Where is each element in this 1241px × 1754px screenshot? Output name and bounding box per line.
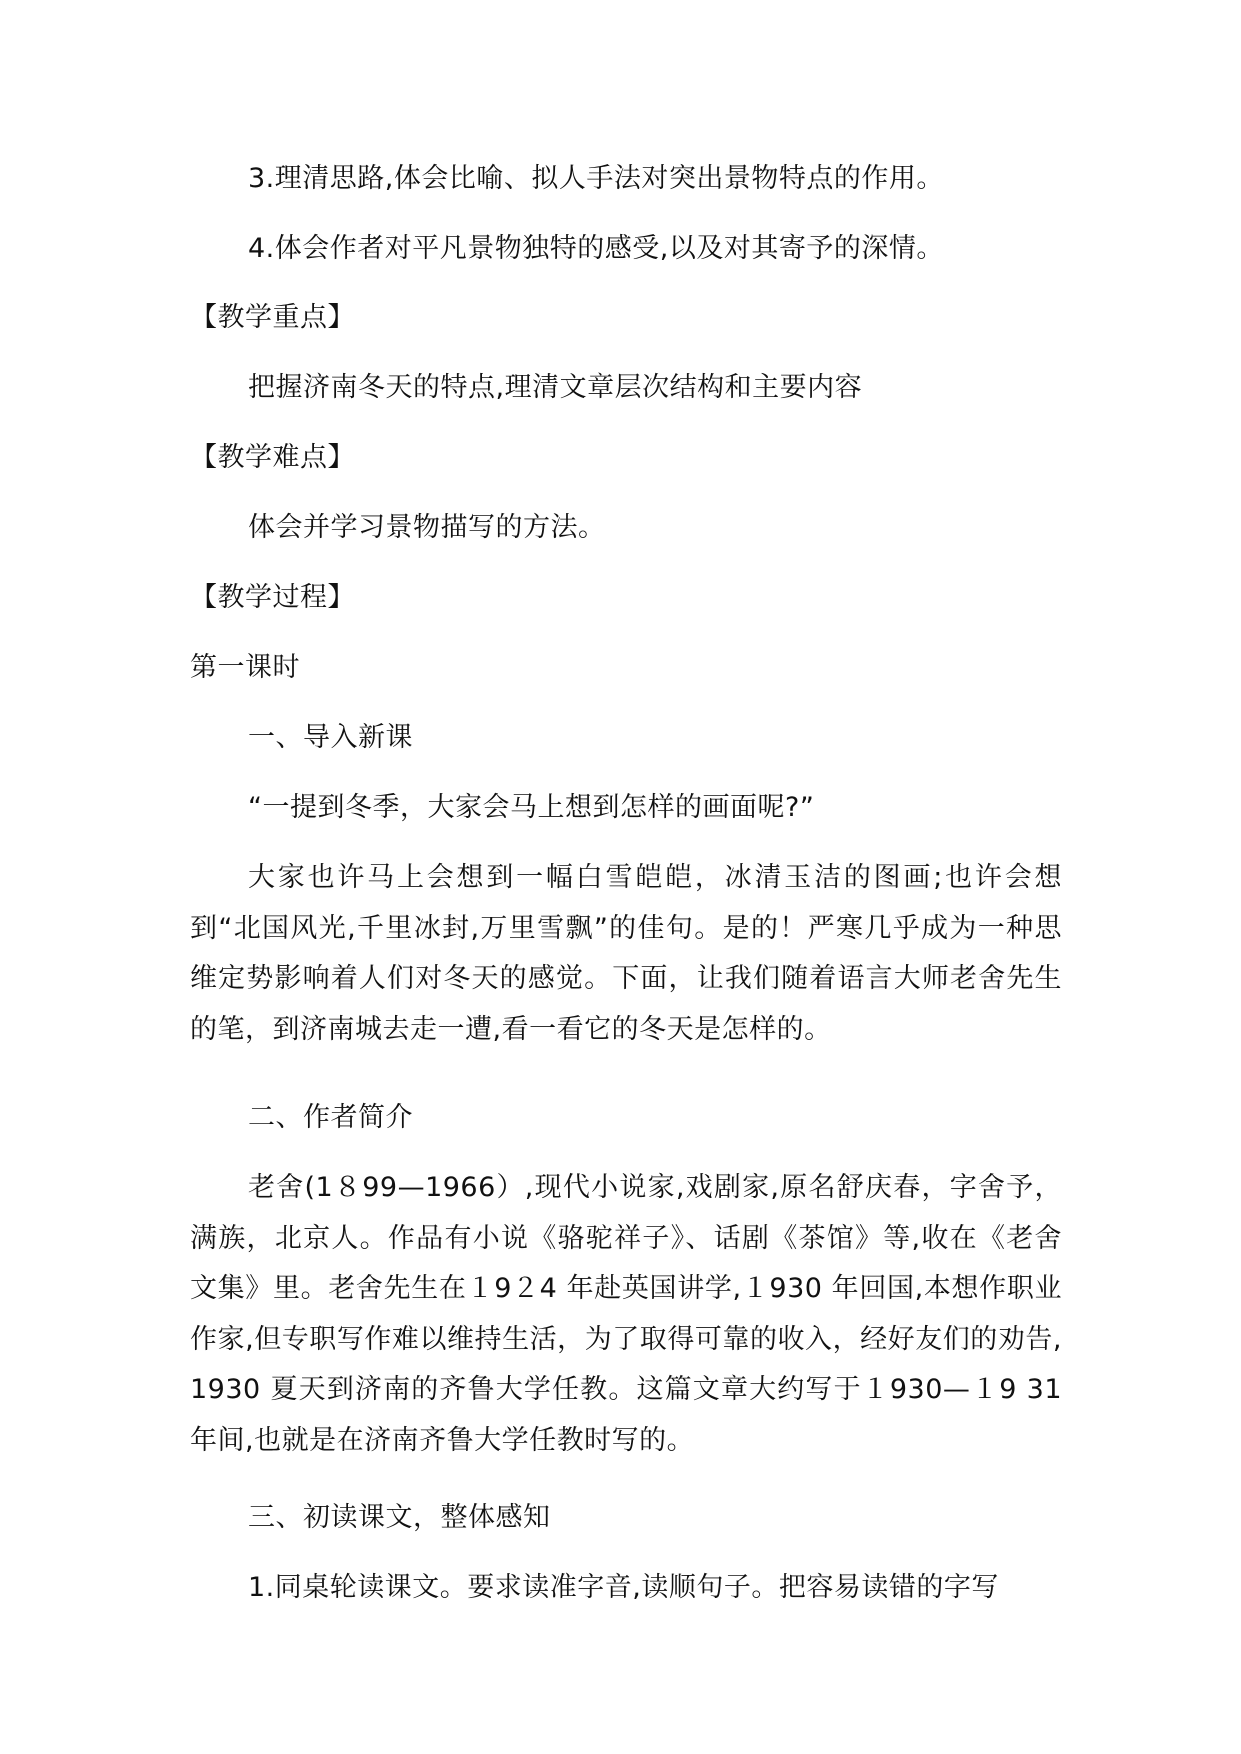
section-1-title: 一、导入新课 [248,722,413,753]
section-1-quote: “一提到冬季，大家会马上想到怎样的画面呢?” [248,792,815,823]
key-points-text: 把握济南冬天的特点,理清文章层次结构和主要内容 [248,372,863,403]
objective-3: 3.理清思路,体会比喻、拟人手法对突出景物特点的作用。 [248,163,944,194]
section-3-title: 三、初读课文，整体感知 [248,1502,551,1533]
section-2-title: 二、作者简介 [248,1102,413,1133]
difficult-points-heading: 【教学难点】 [190,442,355,473]
objective-4: 4.体会作者对平凡景物独特的感受,以及对其寄予的深情。 [248,233,944,264]
section-1-paragraph: 大家也许马上会想到一幅白雪皑皑，冰清玉洁的图画;也许会想到“北国风光,千里冰封,万里雪飘”的佳句。是的！严寒几乎成为一种思维定势影响着人们对冬天的感觉。下面，让我们随着语言大师老舍先生的笔，到济南城去走一遭,看一看它的冬天是怎样的。 [190,862,1062,1045]
lesson-title: 第一课时 [190,652,300,683]
process-heading: 【教学过程】 [190,582,355,613]
difficult-points-text: 体会并学习景物描写的方法。 [248,512,606,543]
key-points-heading: 【教学重点】 [190,302,355,333]
section-3-item-1: 1.同桌轮读课文。要求读准字音,读顺句子。把容易读错的字写 [248,1572,999,1603]
section-2-paragraph: 老舍(1８99—1966）,现代小说家,戏剧家,原名舒庆春，字舍予，满族，北京人。作品有小说《骆驼祥子》、话剧《茶馆》等,收在《老舍文集》里。老舍先生在１9２4 年赴英国讲学,１930 年回国,本想作职业作家,但专职写作难以维持生活，为了取得可靠的收入，经好友们的劝告,1930 夏天到济南的齐鲁大学任教。这篇文章大约写于１930—１9 31 年间,也就是在济南齐鲁大学任教时写的。 [190,1172,1062,1456]
